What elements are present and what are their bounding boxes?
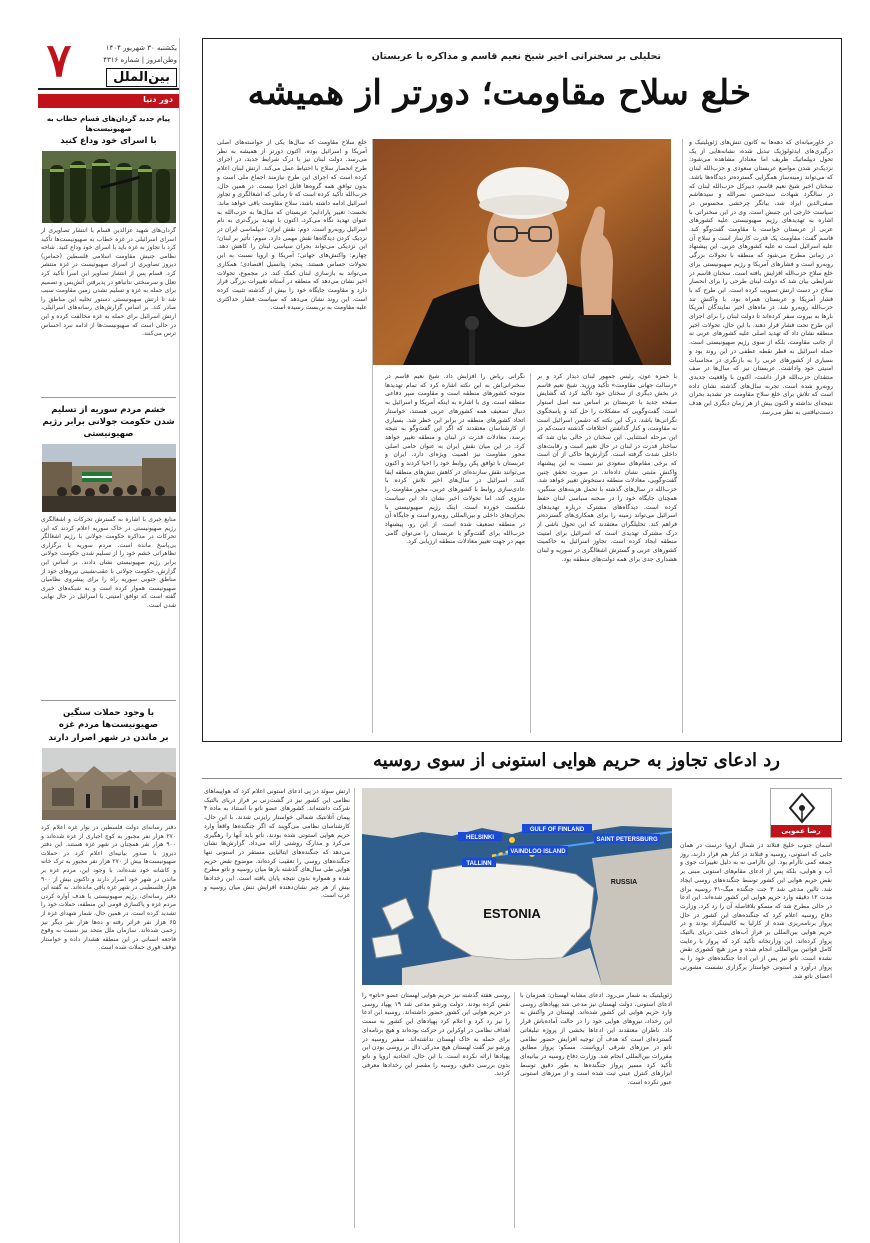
map-label-estonia: ESTONIA [483, 906, 541, 921]
bottom-headline: رد ادعای تجاوز به حریم هوایی استونی از سوی روسیه [373, 750, 780, 771]
estonia-map [362, 788, 672, 985]
map-label-vaindloo: VAINDLOO ISLAND [510, 849, 566, 855]
story2-headline: خشم مردم سوریه از تسلیم شدن حکومت جولانی برابر رژیم صهیونیستی [42, 405, 175, 439]
feature-column-3: نگرانی ریاض را افزایش داد. شیخ نعیم قاسم در سخنرانی‌اش به این نکته اشاره کرد که تمام تهدیدها متوجه کشورهای منطقه است و مقاومت سپر دفاعی منطقه است. وی با اشاره به اینکه آمریکا و اسرائیل به دنبال تضعیف همه کشورهای عربی هستند، خواستار اتحاد کشورهای منطقه در برابر این خطر شد. بسیاری از کارشناسان معتقدند که اگر این گفت‌وگو به نتیجه برسد، معادلات قدرت در لبنان و منطقه تغییر خواهد کرد. در این میان نقش ایران به عنوان حامی اصلی محور مقاومت نیز اهمیت ویژه‌ای دارد. ایران و عربستان با توافق پکن روابط خود را احیا کردند و اکنون می‌توانند نقش سازنده‌ای در کاهش تنش‌های منطقه ایفا کنند. اسرائیل در سال‌های اخیر تلاش کرده با عادی‌سازی روابط با کشورهای عربی، محور مقاومت را منزوی کند، اما تحولات اخیر نشان داد این سیاست شکست خورده است. اینک رژیم صهیونیستی با بحران‌های داخلی و بین‌المللی روبه‌رو است و جایگاه آن در منطقه تضعیف شده است. از این رو، پیشنهاد حزب‌الله برای گفت‌وگو با عربستان را می‌توان گامی مهم در جهت تغییر معادلات منطقه ارزیابی کرد. [385, 373, 525, 546]
bottom-column-3: روسی هفته گذشته نیز حریم هوایی لهستان عضو «ناتو» را نقض کرده بودند. دولت ورشو مدعی شد ۱۹ پهپاد روسی در حریم هوایی این کشور حضور داشته‌اند. روسیه این ادعا را نیز رد کرد و اعلام کرد پهپادهای این کشور به سمت اهداف نظامی در اوکراین در حرکت بوده‌اند و هیچ برنامه‌ای برای حمله به خاک لهستان نداشته‌اند. سفیر روسیه در ورشو نیز گفت لهستان هیچ مدرکی دال بر روسی بودن این پهپادها ارائه نکرده است. با این حال، اتحادیه اروپا و ناتو بدون بررسی دقیق، روسیه را مقصر این رخدادها معرفی کردند. [362, 992, 510, 1078]
map-label-saint-petersburg: SAINT PETERSBURG [596, 837, 658, 843]
column-rule [354, 788, 355, 1228]
qassam-fighters-photo [42, 151, 176, 223]
syria-protest-photo [42, 444, 176, 512]
bottom-column-2: ژئوپلیتیک به شمار می‌رود. ادعای مشابه لهستان: همزمان با ادعای استونی، دولت لهستان نیز مدعی شد پهپادهای روسی وارد حریم هوایی این کشور شده‌اند. لهستان در واکنش به این رخداد، نیروهای هوایی خود را در حالت آماده‌باش قرار داد. ناظران معتقدند این ادعاها بخشی از پروژه تبلیغاتی گسترده‌ای است که هدف آن توجیه افزایش حضور نظامی ناتو در مرزهای شرقی اروپاست. مسکو: پرواز مطابق مقررات بین‌المللی انجام شد. وزارت دفاع روسیه در بیانیه‌ای تأکید کرد مسیر پرواز جنگنده‌ها به طور دقیق توسط ابزارهای کنترل عینی ثبت شده است و از مرزهای استونی عبور نکرده است. [520, 992, 672, 1087]
naim-qassem-photo [373, 139, 671, 365]
subsection-bar: دور دنیا [38, 94, 179, 108]
sidebar [38, 33, 180, 1243]
story3-body: دفتر رسانه‌ای دولت فلسطین در نوار غزه اعلام کرد ۲۷۰ هزار نفر مجبور به کوچ اجباری از غزه شده‌اند و ۹۰۰ هزار نفر همچنان در شهر غزه هستند. این دفتر دیروز با صدور بیانیه‌ای اعلام کرد در حملات صهیونیست‌ها بیش از ۲۷۰ هزار نفر مجبور به ترک خانه و کاشانه خود شده‌اند. با وجود این، مردم غزه بر ماندن در شهر خود اصرار دارند و تاکنون بیش از ۹۰۰ هزار فلسطینی در شهر غزه باقی مانده‌اند. به گفته این دفتر رسانه‌ای، رژیم صهیونیستی با هدف آواره کردن مردم غزه و پاکسازی قومی این منطقه، حملات خود را تشدید کرده است. در همین حال، شمار شهدای غزه از ۶۵ هزار نفر فراتر رفته و ده‌ها هزار نفر دیگر نیز زخمی شده‌اند. سازمان ملل متحد نیز نسبت به وقوع فاجعه انسانی در این منطقه هشدار داده و خواستار توقف فوری حملات شده است. [41, 824, 176, 952]
page-number: ۷ [46, 33, 72, 87]
column-rule [530, 373, 531, 733]
author-badge [770, 788, 832, 838]
pen-nib-icon [772, 790, 832, 826]
bottom-column-1-lead [684, 790, 766, 838]
bottom-column-4: ارتش سوئد در پی ادعای استونی اعلام کرد که هواپیماهای نظامی این کشور نیز در گشت‌زنی بر فراز دریای بالتیک شرکت داشته‌اند. کشورهای عضو ناتو با استناد به ماده ۴ پیمان آتلانتیک شمالی خواستار رایزنی شدند. با این حال، کارشناسان نظامی می‌گویند که اگر جنگنده‌ها واقعاً وارد حریم هوایی استونی شده بودند، ناتو باید آنها را رهگیری می‌کرد و مدارک روشنی ارائه می‌داد. گزارش‌ها نشان می‌دهد که جنگنده‌های ایتالیایی مستقر در استونی تنها جنگنده‌های روسی را تعقیب کرده‌اند. موضوع نقض حریم هوایی طی سال‌های گذشته بارها میان روسیه و ناتو مطرح شده و همواره بدون نتیجه پایان یافته است. این رخدادها بیش از هر چیز نشان‌دهنده افزایش تنش میان روسیه و غرب است. [204, 788, 350, 900]
column-rule [682, 139, 683, 733]
map-label-helsinki: HELSINKI [465, 835, 495, 841]
map-label-tallinn: TALLINN [466, 861, 492, 867]
map-label-gulf: GULF OF FINLAND [529, 827, 585, 833]
feature-article [202, 38, 842, 742]
gaza-ruins-photo [42, 748, 176, 820]
column-rule [514, 992, 515, 1228]
author-name: رضا عمویی [771, 825, 831, 837]
story3-headline: با وجود حملات سنگین صهیونیست‌ها مردم غزه [58, 708, 159, 730]
feature-headline: خلع سلاح مقاومت؛ دورتر از همیشه [247, 73, 751, 113]
story3-subheadline: بر ماندن در شهر اصرار دارند [48, 733, 169, 743]
story2-body: منابع خبری با اشاره به گسترش تحرکات و اشغالگری رژیم صهیونیستی در خاک سوریه اعلام کردند که این تحرکات در مذاکره حکومت جولانی با رژیم اشغالگر بی‌پاسخ مانده است. مردم سوریه با برگزاری تظاهراتی خشم خود را از تسلیم شدن حکومت جولانی برابر رژیم صهیونیستی نشان دادند. بر اساس این گزارش، حکومت جولانی با عقب‌نشینی نیروهای خود از مناطق جنوبی سوریه راه را برای پیشروی نظامیان صهیونیست هموار کرده است و به شبکه‌های خبری گفته است که توافق امنیتی با اسرائیل در حال نهایی شدن است. [41, 516, 176, 609]
map-label-russia: RUSSIA [610, 879, 638, 886]
divider [202, 778, 842, 779]
story1-headline: با اسرای خود وداع کنید [60, 136, 157, 146]
feature-column-1: در خاورمیانه‌ای که دهه‌ها به کانون تنش‌های ژئوپلیتیک و درگیری‌های ایدئولوژیک تبدیل شده، نشانه‌هایی از یک تحول دیپلماتیک ظریف اما معنادار مشاهده می‌شود: نزدیک‌تر شدن مواضع عربستان سعودی و حزب‌الله لبنان که می‌تواند زمینه‌ساز همگرایی گسترده‌تر دیدگاه‌ها باشد. سخنان اخیر شیخ نعیم قاسم، دبیرکل حزب‌الله لبنان که در سالگرد شهادت سیدحسن نصرالله و سیدهاشم صفی‌الدین ایراد شد، بیانگر چرخشی محسوس در سیاست خارجی این جنبش است. وی در این سخنرانی با اشاره به تهدیدهای رژیم صهیونیستی علیه کشورهای عربی از عربستان خواست با مقاومت گفت‌وگو کند. قاسم گفت: مقاومت یک قدرت کارساز است و سلاح آن علیه اسرائیل است نه علیه کشورهای عربی. این پیشنهاد در زمانی مطرح می‌شود که منطقه با تحولات بزرگی روبه‌رو است و فشارهای آمریکا و رژیم صهیونیستی برای خلع سلاح حزب‌الله افزایش یافته است. سخنان قاسم در شرایطی بیان شد که دولت لبنان طرحی را برای انحصار سلاح در دست ارتش تصویب کرده است. این طرح که با فشار آمریکا و عربستان همراه بود، با واکنش تند حزب‌الله روبه‌رو شد. در ماه‌های اخیر نمایندگان آمریکا بارها به بیروت سفر کرده‌اند تا دولت لبنان را برای اجرای این طرح تحت فشار قرار دهند. با این حال، تحولات اخیر منطقه نشان داد که تهدید اصلی علیه کشورهای عربی نه از جانب مقاومت، بلکه از سوی رژیم صهیونیستی است. حمله اسرائیل به قطر نقطه عطفی در این روند بود و بسیاری از کشورهای عربی را به بازنگری در محاسبات امنیتی خود واداشت. عربستان نیز که سال‌ها در صف منتقدان حزب‌الله قرار داشت، اکنون با واقعیت جدیدی روبه‌رو شده است. تجربه سال‌های گذشته نشان داده است که تلاش برای خلع سلاح مقاومت جز تشدید بحران نتیجه‌ای نداشته و اکنون بیش از هر زمان دیگری این هدف دست‌نیافتنی به نظر می‌رسد. [689, 139, 833, 416]
story1-body: گردان‌های شهید عزالدین قسام با انتشار تصاویری از اسرای اسرائیلی در غزه خطاب به صهیونیست‌ها تأکید کرد با تجاوز به غزه باید با اسرای خود وداع کنید. شاخه نظامی جنبش مقاومت اسلامی فلسطین (حماس) دیروز تصاویری از اسرای صهیونیست در غزه منتشر کرد. قسام پس از انتشار تصاویر این اسرا تأکید کرد تعلل و سرسختی نتانیاهو در پذیرفتن آتش‌بس و تصمیم برای حمله به غزه و تسلیم نشدن زمین مقاومت سبب شد تا ارتش صهیونیستی دستور تخلیه این مناطق را صادر کند. بر اساس گزارش‌های رسانه‌های اسرائیلی، ارتش اسرائیل برای حمله به غزه مخالفت کرده و این در حالی است که صهیونیست‌ها از ادامه نبرد احساس ترس می‌کنند. [41, 227, 176, 338]
column-rule [372, 139, 373, 733]
feature-kicker: تحلیلی بر سخنرانی اخیر شیخ نعیم قاسم و مذاکره با عربستان [371, 51, 661, 62]
divider [41, 700, 176, 701]
feature-column-4: خلع سلاح مقاومت که سال‌ها یکی از خواسته‌های اصلی آمریکا و اسرائیل بوده، اکنون دورتر از همیشه به نظر می‌رسد. دولت لبنان نیز با درک شرایط جدید، در اجرای طرح انحصار سلاح با احتیاط عمل می‌کند. ارتش لبنان اعلام کرده است که اجرای این طرح نیازمند اجماع ملی است و بدون توافق همه گروه‌ها قابل اجرا نیست. در همین حال، حزب‌الله تأکید کرده است که تا زمانی که اشغالگری و تجاوز اسرائیل ادامه داشته باشد، سلاح مقاومت باقی خواهد ماند. نخست: تغییر پارادایم؛ عربستان که سال‌ها به حزب‌الله به عنوان تهدید نگاه می‌کرد، اکنون با تهدید بزرگ‌تری به نام اسرائیل روبه‌رو است. دوم: نقش ایران؛ دیپلماسی ایران در نزدیک کردن دیدگاه‌ها نقش مهمی دارد. سوم: تأثیر بر لبنان؛ این نزدیکی می‌تواند بحران سیاسی لبنان را کاهش دهد. چهارم: واکنش‌های جهانی؛ آمریکا و اروپا نسبت به این تحولات حساس هستند. پنجم: پتانسیل اقتصادی؛ همکاری می‌تواند به بازسازی لبنان کمک کند. در مجموع، تحولات اخیر نشان می‌دهد که منطقه در آستانه تغییرات بزرگی قرار دارد و مقاومت جایگاه خود را بیش از گذشته تثبیت کرده است. این روند نشان می‌دهد که سیاست فشار حداکثری علیه مقاومت به بن‌بست رسیده است. [217, 139, 367, 312]
divider [41, 397, 176, 398]
bottom-column-1: آسمان جنوب خلیج فنلاند در شمال اروپا درست در همان جایی که استونی، روسیه و فنلاند در کنار هم قرار دارند، روز جمعه کمی ناآرام بود. این ناآرامی نه به دلیل تغییرات جوی و آب و هوایی، بلکه پس از ادعای مقام‌های استونی مبنی بر نقض حریم هوایی این کشور توسط جنگنده‌های روسی ایجاد شد. تالین مدعی شد ۳ جت جنگنده میگ-۳۱ روسیه برای مدت ۱۲ دقیقه وارد حریم هوایی این کشور شده‌اند. این ادعا در حالی مطرح شد که مسکو بلافاصله آن را رد کرد. وزارت دفاع روسیه اعلام کرد که جنگنده‌های این کشور در حال پرواز برنامه‌ریزی شده از کارلیا به کالینینگراد بودند و در حریم هوایی بین‌المللی بر فراز آب‌های خنثی دریای بالتیک پرواز کرده‌اند. این وزارتخانه تأکید کرد که پرواز با رعایت کامل قوانین بین‌المللی انجام شده و مرز هیچ کشوری نقض نشده است. ناتو نیز پس از این ادعا جنگنده‌های خود را به پرواز درآورد و استونی خواستار برگزاری نشست مشورتی اعضای ناتو شد. [680, 842, 832, 980]
feature-column-2: با حمزه عون، رئیس جمهور لبنان دیدار کرد و بر «رسالت جهانی مقاومت» تأکید ورزید. شیخ نعیم قاسم در بخش دیگری از سخنان خود تأکید کرد که گشایش صفحه جدید با عربستان بر اساس سه اصل استوار است: گفت‌وگویی که مشکلات را حل کند و پاسخگوی نگرانی‌ها باشد، درک این نکته که دشمن اسرائیل است نه مقاومت، و کنار گذاشتن اختلافات گذشته دست‌کم در این مرحله استثنایی. این سخنان در حالی بیان شد که ساختار قدرت در لبنان در حال تغییر است و رقابت‌های داخلی شدت گرفته است. گزارش‌ها حاکی از آن است که برخی مقام‌های سعودی نیز نسبت به این پیشنهاد واکنش مثبتی نشان داده‌اند. در صورت تحقق چنین گفت‌وگویی، معادلات منطقه دستخوش تغییر خواهد شد. حزب‌الله در سال‌های گذشته با تحمل هزینه‌های سنگین، همچنان جایگاه خود را در صحنه سیاسی لبنان حفظ کرده است. دیدگاه‌های مشترک درباره تهدیدهای اسرائیل می‌تواند زمینه را برای همکاری‌های گسترده‌تر فراهم کند. تحلیلگران معتقدند که این تحول ناشی از درک مشترک تهدیدی است که اسرائیل برای امنیت منطقه ایجاد کرده است. تجاوز اسرائیل به حاکمیت کشورهای عربی و گسترش اشغالگری در سوریه و لبنان هشداری جدی برای همه دولت‌های منطقه بود. [537, 373, 677, 563]
section-title: بین‌الملل [106, 68, 177, 87]
issue-date: یکشنبه ۳۰ شهریور ۱۴۰۴ [105, 44, 177, 52]
masthead [38, 33, 179, 90]
issue-number: وطن‌امروز | شماره ۴۳۱۶ [103, 56, 177, 64]
story1-kicker: پیام جدید گردان‌های قسام خطاب به صهیونیست‌ها [46, 115, 171, 133]
